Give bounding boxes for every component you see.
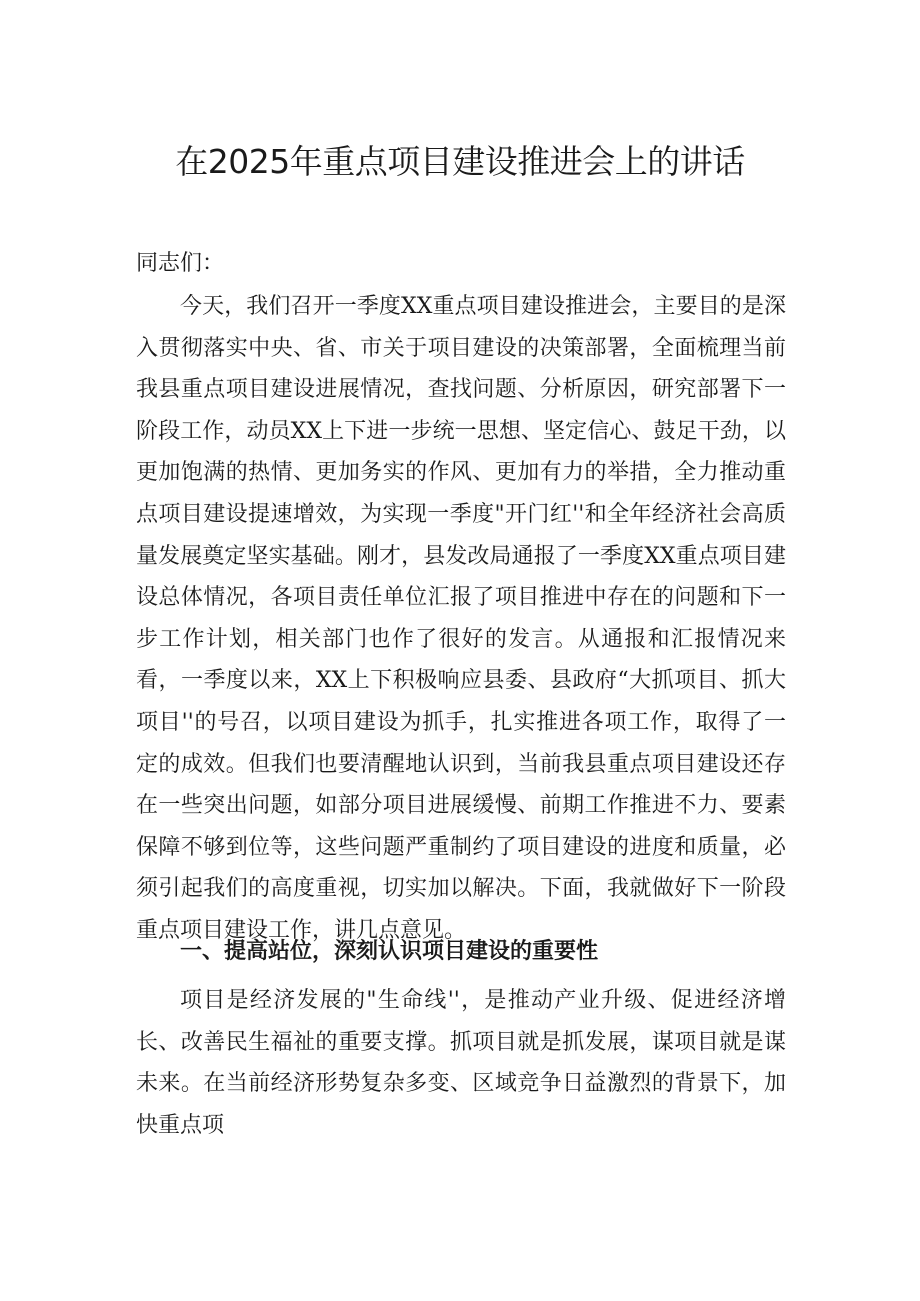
document-title: 在2025年重点项目建设推进会上的讲话 (175, 142, 745, 181)
body-paragraph: 今天，我们召开一季度XX重点项目建设推进会，主要目的是深入贯彻落实中央、省、市关于项目建设的决策部署，全面梳理当前我县重点项目建设进展情况，查找问题、分析原因，研究部署下一阶段工作，动员XX上下进一步统一思想、坚定信心、鼓足干劲，以更加饱满的热情、更加务实的作风、更加有力的举措，全力推动重点项目建设提速增效，为实现一季度"开门红''和全年经济社会高质量发展奠定坚实基础。刚才，县发改局通报了一季度XX重点项目建设总体情况，各项目责任单位汇报了项目推进中存在的问题和下一步工作计划，相关部门也作了很好的发言。从通报和汇报情况来看，一季度以来，XX上下积极响应县委、县政府“大抓项目、抓大项目''的号召，以项目建设为抓手，扎实推进各项工作，取得了一定的成效。但我们也要清醒地认识到，当前我县重点项目建设还存在一些突出问题，如部分项目进展缓慢、前期工作推进不力、要素保障不够到位等，这些问题严重制约了项目建设的进度和质量，必须引起我们的高度重视，切实加以解决。下面，我就做好下一阶段重点项目建设工作，讲几点意见。 (136, 294, 786, 943)
salutation: 同志们： (136, 251, 225, 276)
body-paragraph: 项目是经济发展的"生命线''，是推动产业升级、促进经济增长、改善民生福祉的重要支撑。抓项目就是抓发展，谋项目就是谋未来。在当前经济形势复杂多变、区域竞争日益激烈的背景下，加快重点项 (136, 988, 786, 1138)
section-heading: 一、提高站位，深刻认识项目建设的重要性 (180, 939, 599, 964)
